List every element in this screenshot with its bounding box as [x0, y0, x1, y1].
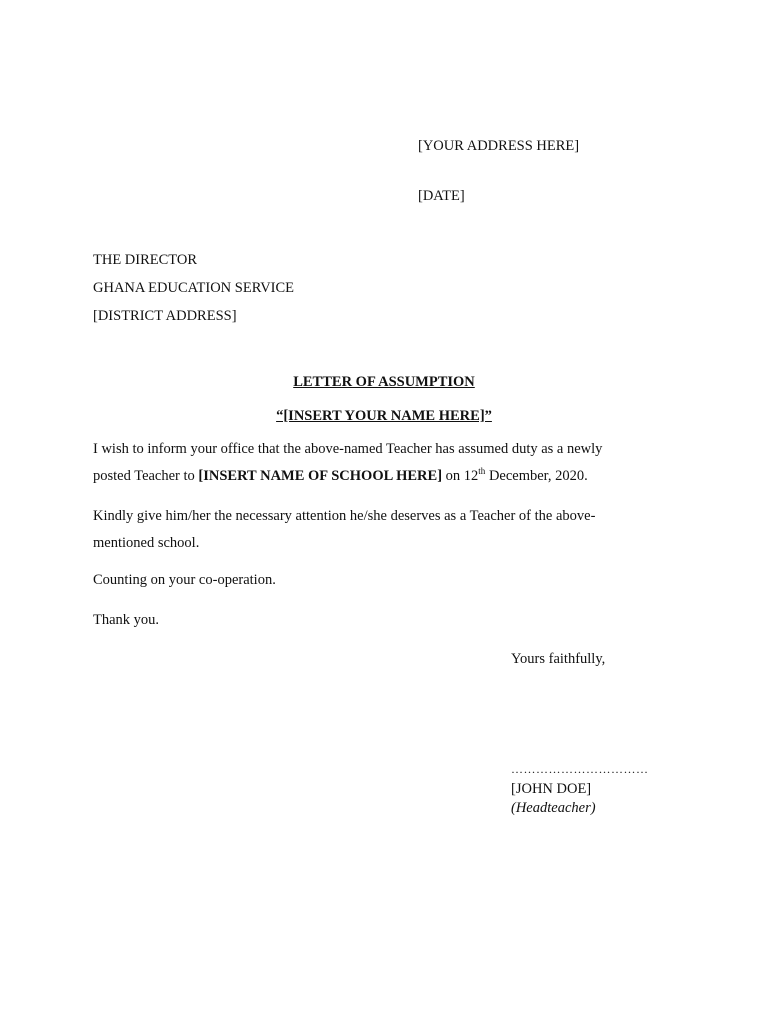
- recipient-line-1: THE DIRECTOR: [93, 252, 198, 268]
- paragraph-2-line-2: mentioned school.: [93, 535, 200, 551]
- signatory-name: [JOHN DOE]: [511, 781, 592, 797]
- letter-subject: “[INSERT YOUR NAME HERE]”: [276, 408, 492, 424]
- paragraph-2-line-1: Kindly give him/her the necessary attention he/she deserves as a Teacher of the above-: [93, 508, 596, 524]
- school-name: [INSERT NAME OF SCHOOL HERE]: [198, 468, 443, 484]
- date-rest: December, 2020.: [485, 468, 588, 484]
- paragraph-1-line-1: I wish to inform your office that the above-named Teacher has assumed duty as a newly: [93, 441, 603, 457]
- letter-date: [DATE]: [418, 188, 465, 204]
- paragraph-3: Counting on your co-operation.: [93, 572, 276, 588]
- paragraph-4: Thank you.: [93, 612, 160, 628]
- recipient-line-3: [DISTRICT ADDRESS]: [93, 308, 237, 324]
- paragraph-1: [93, 436, 602, 490]
- signatory-role: (Headteacher): [511, 800, 596, 816]
- sender-address: [YOUR ADDRESS HERE]: [418, 138, 580, 154]
- paragraph-2: [93, 503, 595, 557]
- letter-title: LETTER OF ASSUMPTION: [293, 374, 475, 390]
- signature-line: ……………………………: [511, 762, 649, 776]
- paragraph-1-line-2-start: posted Teacher to: [93, 468, 199, 484]
- closing-salutation: Yours faithfully,: [511, 651, 606, 667]
- recipient-line-2: GHANA EDUCATION SERVICE: [93, 280, 295, 296]
- paragraph-1-line-2: [93, 463, 602, 490]
- date-ordinal: th: [478, 466, 486, 476]
- date-day: on 12: [442, 468, 479, 484]
